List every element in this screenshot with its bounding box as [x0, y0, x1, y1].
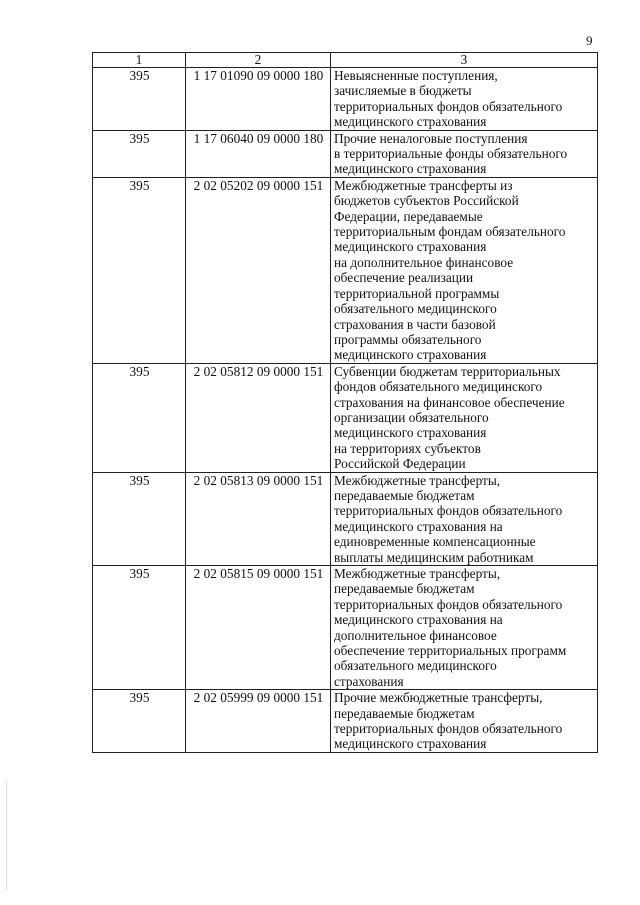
header-col-3: 3	[331, 53, 598, 68]
table-row	[93, 472, 598, 565]
admin-code-cell: 395	[93, 363, 186, 472]
table-row	[93, 177, 598, 363]
scan-edge-mark	[6, 780, 7, 890]
table-row	[93, 68, 598, 131]
revenue-name-cell: Прочие межбюджетные трансферты, передаваемые бюджетам территориальных фондов обязательного медицинского страхования	[331, 690, 598, 753]
revenue-name-cell: Прочие неналоговые поступления в территориальные фонды обязательного медицинского страхования	[331, 130, 598, 177]
table-row	[93, 566, 598, 690]
admin-code-cell: 395	[93, 68, 186, 131]
header-col-1: 1	[93, 53, 186, 68]
budget-code-cell: 1 17 06040 09 0000 180	[186, 130, 331, 177]
budget-classification-table	[92, 52, 598, 753]
admin-code-cell: 395	[93, 690, 186, 753]
budget-code-cell: 2 02 05812 09 0000 151	[186, 363, 331, 472]
revenue-name-cell: Межбюджетные трансферты, передаваемые бюджетам территориальных фондов обязательного медицинского страхования на единовременные компенсационные выплаты медицинским работникам	[331, 472, 598, 565]
budget-code-cell: 2 02 05202 09 0000 151	[186, 177, 331, 363]
admin-code-cell: 395	[93, 472, 186, 565]
table-body	[93, 68, 598, 753]
admin-code-cell: 395	[93, 177, 186, 363]
table-header	[93, 53, 598, 68]
revenue-name-cell: Межбюджетные трансферты из бюджетов субъектов Российской Федерации, передаваемые территориальным фондам обязательного медицинского страхования на дополнительное финансовое обеспечение реализации территориальной программы обязательного медицинского страхования в части базовой программы обязательного медицинского страхования	[331, 177, 598, 363]
header-col-2: 2	[186, 53, 331, 68]
admin-code-cell: 395	[93, 566, 186, 690]
admin-code-cell: 395	[93, 130, 186, 177]
revenue-name-cell: Субвенции бюджетам территориальных фондов обязательного медицинского страхования на финансовое обеспечение организации обязательного медицинского страхования на территориях субъектов Российской Федерации	[331, 363, 598, 472]
revenue-name-cell: Межбюджетные трансферты, передаваемые бюджетам территориальных фондов обязательного медицинского страхования на дополнительное финансовое обеспечение территориальных программ обязательного медицинского страхования	[331, 566, 598, 690]
budget-code-cell: 2 02 05813 09 0000 151	[186, 472, 331, 565]
budget-code-cell: 1 17 01090 09 0000 180	[186, 68, 331, 131]
table-row	[93, 690, 598, 753]
revenue-name-cell: Невыясненные поступления, зачисляемые в бюджеты территориальных фондов обязательного медицинского страхования	[331, 68, 598, 131]
table-row	[93, 130, 598, 177]
budget-code-cell: 2 02 05815 09 0000 151	[186, 566, 331, 690]
budget-code-cell: 2 02 05999 09 0000 151	[186, 690, 331, 753]
header-row	[93, 53, 598, 68]
table-row	[93, 363, 598, 472]
page-number: 9	[586, 33, 593, 48]
